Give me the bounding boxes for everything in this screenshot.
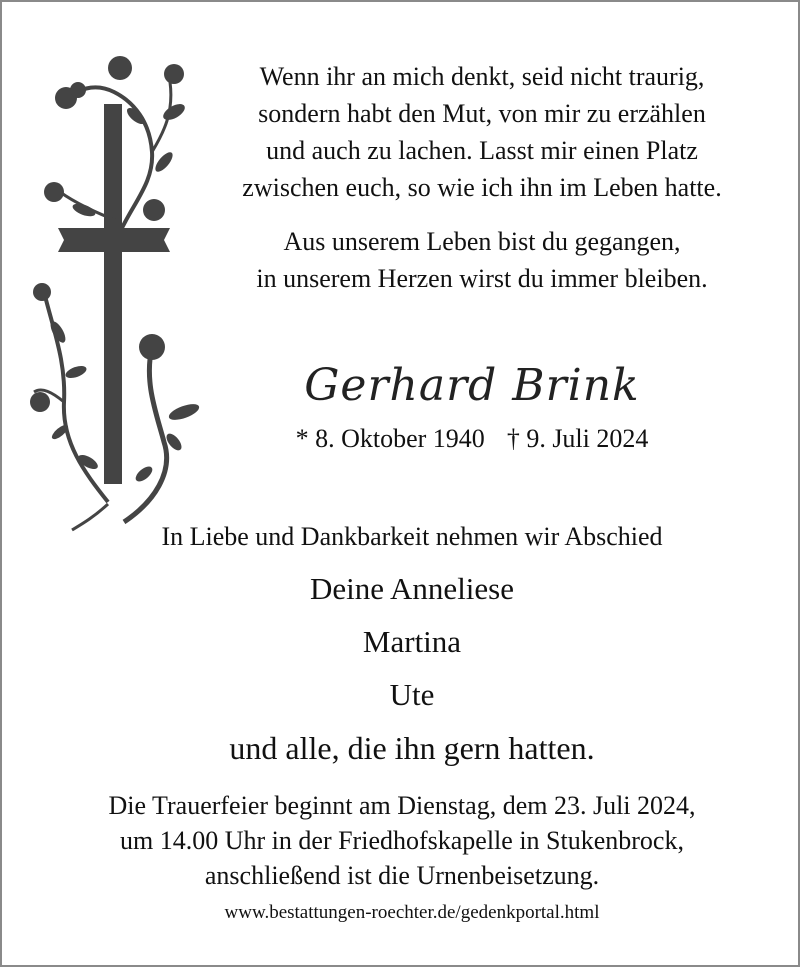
- death-date: † 9. Juli 2024: [506, 424, 649, 453]
- family-member: Deine Anneliese: [309, 571, 514, 606]
- deceased-name: Gerhard Brink: [304, 360, 640, 411]
- family-member: Ute: [389, 677, 435, 712]
- memorial-portal-link[interactable]: www.bestattungen-roechter.de/gedenkportal.html: [224, 902, 600, 923]
- farewell-text: In Liebe und Dankbarkeit nehmen wir Abschied: [161, 522, 663, 551]
- poem: [192, 58, 772, 297]
- service-info: [22, 788, 782, 893]
- service-line: Die Trauerfeier beginnt am Dienstag, dem 23. Juli 2024,: [108, 791, 696, 820]
- cross-with-roses-icon: [24, 42, 214, 547]
- poem-line: Wenn ihr an mich denkt, seid nicht traurig,: [259, 62, 705, 91]
- service-line: um 14.00 Uhr in der Friedhofskapelle in Stukenbrock,: [120, 826, 684, 855]
- family-closing: und alle, die ihn gern hatten.: [229, 730, 595, 766]
- poem-line: zwischen euch, so wie ich ihn im Leben hatte.: [242, 173, 722, 202]
- life-dates: [232, 422, 712, 456]
- verse-line: Aus unserem Leben bist du gegangen,: [283, 227, 681, 256]
- family-member: Martina: [362, 624, 462, 659]
- poem-line: sondern habt den Mut, von mir zu erzählen: [258, 99, 706, 128]
- service-line: anschließend ist die Urnenbeisetzung.: [204, 861, 600, 890]
- poem-line: und auch zu lachen. Lasst mir einen Platz: [266, 136, 698, 165]
- birth-date: * 8. Oktober 1940: [295, 424, 485, 453]
- verse-line: in unserem Herzen wirst du immer bleiben.: [256, 264, 708, 293]
